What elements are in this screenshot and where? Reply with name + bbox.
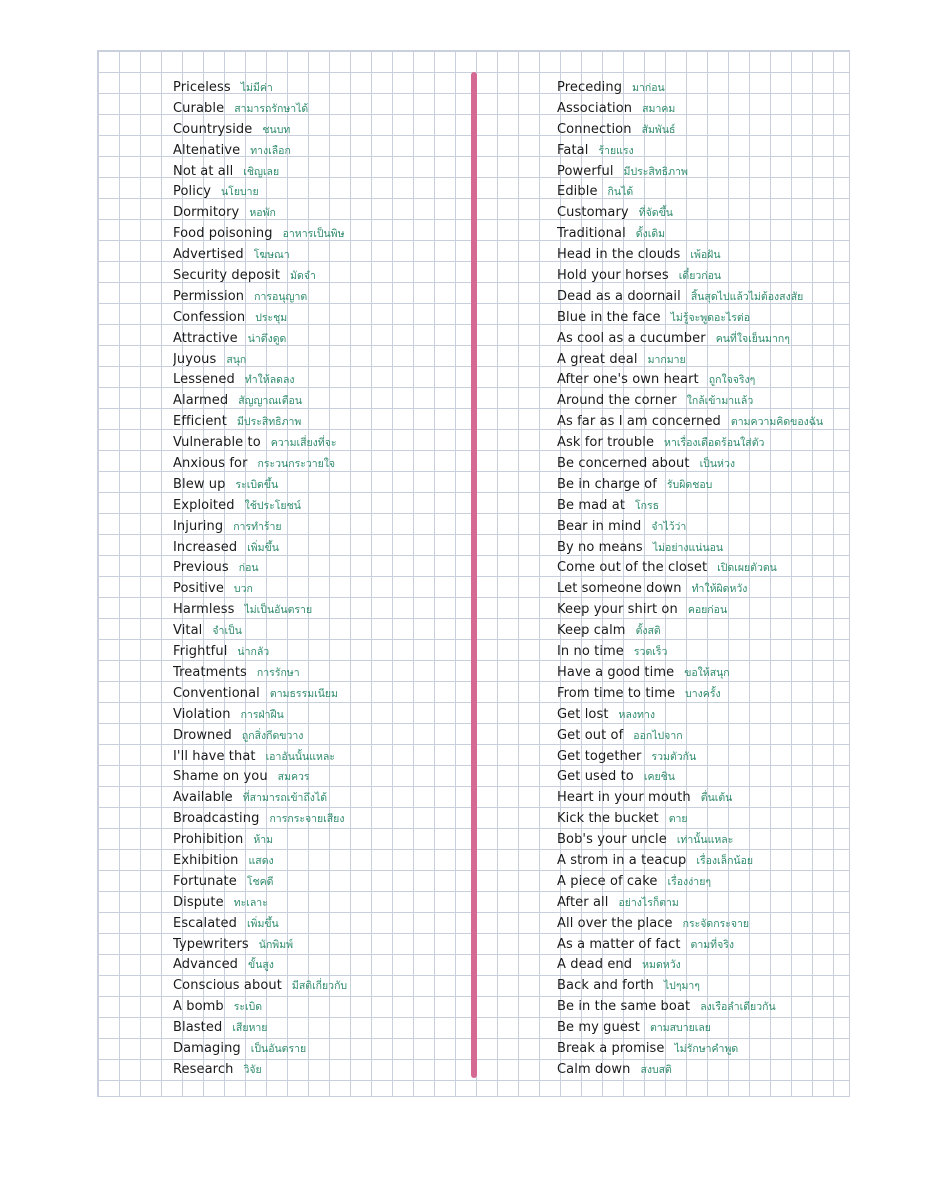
vocab-entry [557,161,847,182]
thai-translation: ตั้งสติ [635,625,661,638]
english-term: Exhibition [173,852,239,868]
vocab-entry [173,390,463,411]
thai-translation: มาก่อน [632,82,665,94]
english-term: Advertised [173,247,244,263]
vocab-entry [557,704,847,725]
vocab-entry [557,411,847,432]
english-term: Lessened [173,372,235,388]
thai-translation: ใช้ประโยชน์ [244,499,301,512]
vocab-entry [173,934,463,955]
english-term: As far as I am concerned [557,414,721,430]
vocab-entry [557,578,847,599]
thai-translation: มัดจำ [290,270,316,283]
thai-translation: ชนบท [262,123,291,136]
thai-translation: สมาคม [642,102,676,115]
vocab-entry [557,474,847,495]
vocab-entry [557,202,847,223]
vocab-entry [173,77,463,98]
english-term: Be my guest [557,1020,640,1036]
vocab-entry [173,871,463,892]
vocab-entry [173,996,463,1017]
thai-translation: ขอให้สนุก [684,666,730,679]
thai-translation: เพ้อฝัน [690,249,721,262]
english-term: Come out of the closet [557,560,708,576]
english-term: Efficient [173,414,227,430]
english-term: Let someone down [557,581,682,597]
thai-translation: กินได้ [607,186,634,199]
thai-translation: มีสติเกี่ยวกับ [291,980,348,993]
vocab-entry [557,787,847,808]
thai-translation: รับผิดชอบ [666,478,713,491]
vocab-entry [173,808,463,829]
thai-translation: ขั้นสูง [248,959,274,972]
vocab-entry [557,746,847,767]
english-term: Positive [173,581,224,597]
thai-translation: สัญญาณเตือน [238,395,303,408]
english-term: Security deposit [173,268,281,284]
thai-translation: ไม่เป็นอันตราย [244,604,313,617]
vocab-entry [173,954,463,975]
english-term: Shame on you [173,769,268,785]
english-term: Research [173,1061,234,1077]
thai-translation: เชิญเลย [243,165,280,178]
vocab-entry [557,850,847,871]
vocab-entry [173,140,463,161]
english-term: Keep calm [557,623,626,639]
vocab-entry [173,244,463,265]
vocab-entry [557,829,847,850]
vocab-entry [557,286,847,307]
thai-translation: นโยบาย [221,186,259,199]
vocab-entry [173,119,463,140]
vocab-entry [557,1017,847,1038]
thai-translation: คอยก่อน [687,604,728,617]
vocab-entry [557,495,847,516]
thai-translation: น่ากลัว [237,646,270,659]
english-term: Dead as a doornail [557,288,681,304]
thai-translation: อาหารเป็นพิษ [282,228,345,241]
thai-translation: เป็นห่วง [699,458,735,471]
thai-translation: อย่างไรก็ตาม [618,896,679,909]
vocab-entry [557,369,847,390]
thai-translation: การทำร้าย [233,520,282,533]
vocab-entry [173,286,463,307]
vocab-entry [173,599,463,620]
english-term: Get together [557,748,642,764]
thai-translation: ตามความคิดของฉัน [730,416,824,429]
thai-translation: วิจัย [243,1063,262,1076]
vocab-entry [173,411,463,432]
english-term: Not at all [173,163,234,179]
vocab-entry [173,787,463,808]
vocab-entry [173,307,463,328]
right-vocabulary-column [557,77,847,1080]
vocab-entry [173,223,463,244]
thai-translation: มีประสิทธิภาพ [623,165,688,178]
thai-translation: ทำให้ลดลง [244,374,295,387]
thai-translation: ที่จัดขึ้น [638,207,673,220]
english-term: Previous [173,560,229,576]
thai-translation: ที่สามารถเข้าถึงได้ [242,792,328,805]
thai-translation: กระจัดกระจาย [682,917,750,930]
english-term: Food poisoning [173,226,273,242]
thai-translation: เสียหาย [232,1022,268,1035]
english-term: Priceless [173,80,231,95]
english-term: Get lost [557,706,609,722]
vocab-entry [173,683,463,704]
vocab-entry [557,516,847,537]
thai-translation: สามารถรักษาได้ [234,102,309,115]
vocab-entry [557,913,847,934]
english-term: A piece of cake [557,873,658,889]
thai-translation: คนที่ใจเย็นมากๆ [715,332,790,345]
thai-translation: รวมตัวกัน [651,750,697,763]
thai-translation: ร้ายแรง [598,144,634,157]
english-term: I'll have that [173,748,256,764]
english-term: Connection [557,121,632,137]
vocab-entry [173,453,463,474]
thai-translation: สมควร [277,771,310,784]
thai-translation: ตามสบายเลย [650,1022,711,1035]
english-term: Treatments [173,664,247,680]
thai-translation: การรักษา [256,666,300,679]
thai-translation: เดี๋ยวก่อน [678,270,722,283]
vocab-entry [173,161,463,182]
english-term: Be in the same boat [557,999,691,1015]
english-term: Blue in the face [557,309,661,325]
vocab-entry [557,954,847,975]
thai-translation: ใกล้เข้ามาแล้ว [686,395,754,408]
vocab-entry [173,349,463,370]
thai-translation: ระเบิด [233,1001,263,1014]
english-term: Blew up [173,476,226,492]
thai-translation: หลงทาง [618,708,655,721]
vocab-entry [557,599,847,620]
vocab-entry [557,871,847,892]
vocab-entry [557,244,847,265]
english-term: Bear in mind [557,518,642,534]
english-term: Juyous [173,351,217,367]
vocab-entry [557,140,847,161]
thai-translation: ไม่อย่างแน่นอน [652,541,724,554]
english-term: Confession [173,309,246,325]
vocab-entry [173,181,463,202]
vocab-entry [557,390,847,411]
vocab-entry [173,829,463,850]
english-term: Conscious about [173,978,282,994]
vocab-entry [557,453,847,474]
thai-translation: การอนุญาต [254,290,308,303]
english-term: Vital [173,623,203,639]
thai-translation: ตื่นเต้น [700,792,733,805]
vocab-entry [557,1038,847,1059]
thai-translation: การกระจายเสียง [269,813,345,826]
vocab-entry [557,683,847,704]
thai-translation: ถูกใจจริงๆ [708,374,756,387]
vocab-entry [173,537,463,558]
english-term: Attractive [173,330,238,346]
thai-translation: จำไว้ว่า [651,520,687,533]
vocab-entry [173,1059,463,1080]
english-term: All over the place [557,915,673,931]
vocab-entry [557,996,847,1017]
thai-translation: ไม่มีค่า [240,82,273,94]
thai-translation: ก่อน [238,562,259,575]
english-term: Be concerned about [557,456,690,472]
thai-translation: ความเสี่ยงที่จะ [270,437,337,450]
english-term: Fortunate [173,873,237,889]
thai-translation: ห้าม [253,834,274,847]
vocab-entry [557,975,847,996]
vocab-entry [557,892,847,913]
thai-translation: จำเป็น [212,625,242,638]
english-term: Frightful [173,644,228,660]
vocab-entry [557,537,847,558]
english-term: Alarmed [173,393,229,409]
english-term: Permission [173,288,245,304]
vocab-entry [557,98,847,119]
vocab-entry [557,808,847,829]
english-term: Blasted [173,1020,223,1036]
english-term: By no means [557,539,643,555]
english-term: Traditional [557,226,626,242]
thai-translation: ไปๆมาๆ [663,980,700,993]
english-term: As cool as a cucumber [557,330,706,346]
english-term: From time to time [557,685,676,701]
vocab-entry [173,913,463,934]
thai-translation: ตามที่จริง [690,938,735,951]
english-term: Preceding [557,80,623,95]
thai-translation: การฝ่าฝืน [240,708,284,721]
english-term: Exploited [173,497,235,513]
thai-translation: ลงเรือลำเดียวกัน [700,1001,776,1014]
thai-translation: ดั้งเดิม [635,228,666,241]
vocab-entry [173,766,463,787]
vocab-entry [173,892,463,913]
english-term: Damaging [173,1040,241,1056]
english-term: Powerful [557,163,614,179]
vocab-entry [173,495,463,516]
english-term: Prohibition [173,832,244,848]
english-term: Calm down [557,1061,631,1077]
vocab-entry [173,704,463,725]
thai-translation: ไม่รู้จะพูดอะไรต่อ [670,311,751,324]
thai-translation: เรื่องเล็กน้อย [696,854,754,867]
thai-translation: ถูกสิ่งกีดขวาง [241,729,304,742]
english-term: Anxious for [173,456,248,472]
english-term: Drowned [173,727,232,743]
english-term: As a matter of fact [557,936,681,952]
thai-translation: ตามธรรมเนียม [269,687,338,700]
english-term: Injuring [173,518,224,534]
english-term: Customary [557,205,629,221]
thai-translation: เป็นอันตราย [250,1042,307,1055]
thai-translation: กระวนกระวายใจ [257,458,336,471]
thai-translation: น่าดึงดูด [247,332,287,345]
thai-translation: นักพิมพ์ [258,938,294,951]
thai-translation: เปิดเผยตัวตน [717,562,777,575]
vocab-entry [557,77,847,98]
english-term: Vulnerable to [173,435,261,451]
thai-translation: ประชุม [255,311,288,324]
thai-translation: ทางเลือก [250,144,291,157]
thai-translation: เคยชิน [643,771,675,784]
english-term: After one's own heart [557,372,699,388]
english-term: Ask for trouble [557,435,655,451]
vocab-entry [173,516,463,537]
english-term: Get out of [557,727,624,743]
english-term: Available [173,790,233,806]
english-term: Dormitory [173,205,240,221]
english-term: Increased [173,539,238,555]
vocab-entry [173,474,463,495]
thai-translation: รวดเร็ว [633,646,668,659]
vocab-entry [557,349,847,370]
vocab-entry [557,620,847,641]
thai-translation: ทำให้ผิดหวัง [691,583,748,596]
english-term: Edible [557,184,598,200]
vocab-entry [173,432,463,453]
thai-translation: บางครั้ง [685,687,721,700]
vocab-entry [557,181,847,202]
thai-translation: เพิ่มขึ้น [247,541,279,554]
vocab-entry [173,725,463,746]
vocab-entry [173,328,463,349]
english-term: Get used to [557,769,634,785]
english-term: Harmless [173,602,235,618]
vocab-entry [557,265,847,286]
english-term: Conventional [173,685,260,701]
english-term: A bomb [173,999,224,1015]
vocab-entry [557,307,847,328]
vocab-entry [173,1017,463,1038]
vocab-entry [173,746,463,767]
vocab-entry [173,641,463,662]
english-term: Typewriters [173,936,249,952]
vocab-entry [557,223,847,244]
vocab-entry [557,557,847,578]
thai-translation: เรื่องง่ายๆ [667,875,711,888]
thai-translation: โชคดี [246,875,274,888]
english-term: Altenative [173,142,241,158]
vocab-entry [173,265,463,286]
english-term: Fatal [557,142,589,158]
thai-translation: แสดง [248,854,274,867]
english-term: Association [557,100,633,116]
english-term: Curable [173,100,225,116]
vocab-entry [557,662,847,683]
thai-translation: ระเบิดขึ้น [235,478,279,491]
thai-translation: หมดหวัง [642,959,681,972]
english-term: Bob's your uncle [557,832,667,848]
english-term: Have a good time [557,664,675,680]
vocab-entry [557,432,847,453]
english-term: Dispute [173,894,224,910]
thai-translation: ไม่รักษาคำพูด [674,1042,739,1055]
english-term: Keep your shirt on [557,602,678,618]
english-term: A great deal [557,351,638,367]
thai-translation: โกรธ [635,499,660,512]
english-term: Be in charge of [557,476,657,492]
vocab-entry [173,850,463,871]
thai-translation: ออกไปจาก [633,729,683,742]
english-term: After all [557,894,609,910]
thai-translation: เพิ่มขึ้น [246,917,279,930]
thai-translation: สงบสติ [640,1063,672,1076]
vocab-entry [173,662,463,683]
english-term: Kick the bucket [557,811,659,827]
english-term: Head in the clouds [557,247,681,263]
vocab-entry [557,328,847,349]
vocab-entry [173,578,463,599]
english-term: Escalated [173,915,237,931]
center-divider-line [471,72,477,1078]
english-term: Countryside [173,121,253,137]
english-term: Policy [173,184,211,200]
vocab-entry [173,557,463,578]
thai-translation: ตาย [668,813,688,826]
english-term: In no time [557,644,624,660]
vocab-entry [173,202,463,223]
english-term: Advanced [173,957,239,973]
thai-translation: สัมพันธ์ [641,123,676,136]
english-term: Be mad at [557,497,626,513]
thai-translation: หอพัก [249,207,276,220]
thai-translation: เอาอันนั้นแหละ [265,750,335,763]
english-term: Around the corner [557,393,677,409]
thai-translation: เท่านั้นแหละ [676,834,734,847]
english-term: A strom in a teacup [557,852,687,868]
vocab-entry [173,620,463,641]
vocab-entry [173,98,463,119]
thai-translation: มากมาย [647,353,686,366]
vocab-entry [173,369,463,390]
thai-translation: สนุก [226,353,247,366]
vocab-entry [557,766,847,787]
english-term: Violation [173,706,231,722]
left-vocabulary-column [173,77,463,1080]
thai-translation: โฆษณา [253,249,290,262]
english-term: Hold your horses [557,268,669,284]
thai-translation: หาเรื่องเดือดร้อนใส่ตัว [664,437,765,450]
english-term: Back and forth [557,978,654,994]
english-term: Break a promise [557,1040,665,1056]
vocab-entry [557,119,847,140]
thai-translation: ทะเลาะ [233,896,268,909]
thai-translation: มีประสิทธิภาพ [236,416,302,429]
english-term: Heart in your mouth [557,790,691,806]
vocab-entry [557,934,847,955]
vocab-entry [557,725,847,746]
vocab-entry [557,1059,847,1080]
vocab-entry [173,975,463,996]
english-term: A dead end [557,957,633,973]
thai-translation: บวก [233,583,253,596]
english-term: Broadcasting [173,811,260,827]
vocab-entry [557,641,847,662]
vocab-entry [173,1038,463,1059]
thai-translation: สิ้นสุดไปแล้วไม่ต้องสงสัย [690,290,804,303]
